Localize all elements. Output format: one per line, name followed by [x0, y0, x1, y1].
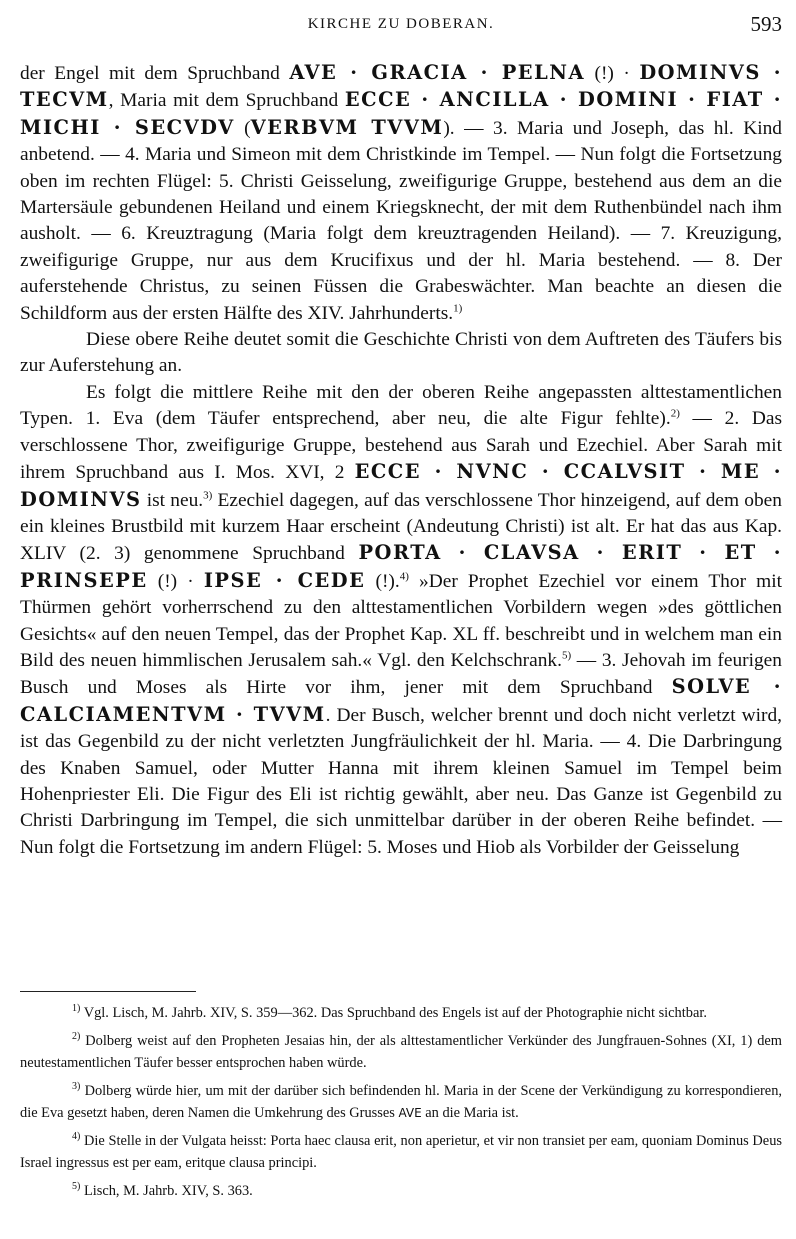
footnote-1 [20, 1002, 782, 1024]
footnote-text: Vgl. Lisch, M. Jahrb. XIV, S. 359—362. Das Spruchband des Engels ist auf der Photographie nicht sichtbar. [83, 1005, 707, 1021]
footnote-mark: 4) [72, 1131, 81, 1143]
text-run: Ezechiel dagegen, auf das verschlossene Thor hinzeigend, auf dem oben ein kleines Brustbild mit kurzem Haar erscheint (Andeutung Christi) ist alt. Er hat das aus Kap. XLIV (2. 3) genommene Spruchband [20, 489, 782, 565]
text-run: ist neu. [141, 489, 204, 511]
footnote-ref-1[interactable]: 1) [453, 302, 463, 315]
footnote-ref-3[interactable]: 3) [203, 489, 213, 502]
running-title: KIRCHE ZU DOBERAN. [307, 16, 495, 32]
inscription-ecce-nunc: ECCE · NVNC · CCALVSIT · ME · DOMINVS [20, 460, 782, 511]
footnote-text: Dolberg weist auf den Propheten Jesaias hin, der als alttestamentlicher Verkünder des Jungfrauen-Sohnes (XI, 1) dem neutestamentlichen Täufer besser entsprochen haben würde. [20, 1033, 782, 1071]
paragraph-3 [20, 380, 782, 861]
text-run: — 2. Das verschlossene Thor, zweifigurige Gruppe, bestehend aus Sarah und Ezechiel. Aber Sarah mit ihrem Spruchband aus I. Mos. XVI, 2 [20, 408, 782, 484]
main-text [20, 60, 782, 861]
text-run: (!) · [147, 570, 204, 592]
inscription-ipse-cede: IPSE · CEDE [203, 568, 366, 592]
book-page [20, 0, 782, 1239]
footnote-mark: 3) [72, 1081, 81, 1093]
footnote-ref-4[interactable]: 4) [399, 570, 409, 583]
running-head [20, 12, 782, 40]
inscription-solve: SOLVE · CALCIAMENTVM · TVVM [20, 675, 782, 726]
footnotes [20, 1002, 782, 1208]
footnote-text: an die Maria ist. [421, 1105, 519, 1121]
paragraph-1 [20, 60, 782, 327]
footnote-mark: 1) [72, 1003, 81, 1015]
paragraph-2: Diese obere Reihe deutet somit die Geschichte Christi von dem Auftreten des Täufers bis zur Auferstehung an. [20, 329, 782, 377]
text-run: , Maria mit dem Spruchband [108, 90, 345, 112]
text-run: der Engel mit dem Spruchband [20, 63, 290, 84]
footnote-5 [20, 1180, 782, 1202]
text-run: »Der Prophet Ezechiel vor einem Thor mit Thürmen gehört vorherrschend zu den alttestamentlichen Vorbildern wegen »des göttlichen Gesichts« auf den neuen Tempel, das der Prophet Kap. XL ff. beschreibt und in welchem man ein Bild des neuen himmlischen Jerusalem sah.« Vgl. den Kelchschrank. [20, 570, 782, 671]
footnote-word-ave: AVE [398, 1106, 422, 1120]
footnote-ref-5[interactable]: 5) [561, 649, 572, 662]
inscription-porta-clausa: PORTA · CLAVSA · ERIT · ET · PRINSEPE [20, 541, 782, 592]
text-run: . Der Busch, welcher brennt und doch nicht verletzt wird, ist das Gegenbild zu der nicht verletzten Jungfräulichkeit der hl. Maria. — 4. Die Darbringung des Knaben Samuel, oder Mutter Hanna mit ihrem kleinen Samuel im Tempel beim Hohenpriester Eli. Die Figur des Eli ist richtig gewählt, aber neu. Das Ganze ist Gegenbild zu Christi Darbringung im Tempel, die sich unmittelbar darüber in der oberen Reihe befindet. — Nun folgt die Fortsetzung im andern Flügel: 5. Moses und Hiob als Vorbilder der Geisselung [20, 704, 782, 858]
footnote-3 [20, 1080, 782, 1124]
text-run: (!) · [584, 63, 640, 84]
footnote-4 [20, 1130, 782, 1174]
footnote-text: Dolberg würde hier, um mit der darüber sich befindenden hl. Maria in der Scene der Verkündigung zu korrespondieren, die Eva gesetzt haben, deren Namen die Umkehrung des Grusses [20, 1083, 782, 1121]
footnote-text: Die Stelle in der Vulgata heisst: Porta haec clausa erit, non aperietur, et vir non transiet per eam, quoniam Dominus Deus Israel ingressus est per eam, eritque clausa principi. [20, 1133, 782, 1171]
text-run: (!). [365, 570, 400, 592]
footnote-2 [20, 1030, 782, 1074]
footnote-mark: 2) [72, 1031, 81, 1043]
text-run: ( [234, 117, 251, 139]
text-run: ). — 3. Maria und Joseph, das hl. Kind anbetend. — 4. Maria und Simeon mit dem Christkinde im Tempel. — Nun folgt die Fortsetzung oben im rechten Flügel: 5. Christi Geisselung, zweifigurige Gruppe, bestehend aus dem an die Martersäule gebundenen Heiland und einem Kriegsknecht, der mit dem Ruthenbündel nach ihm ausholt. — 6. Kreuztragung (Maria folgt dem kreuztragenden Heiland). — 7. Kreuzigung, zweifigurige Gruppe, nur aus dem Krucifixus und der hl. Maria bestehend. — 8. Der auferstehende Christus, zu seinen Füssen die Grabeswächter. Man beachte an diesen die Schildform aus der ersten Hälfte des XIV. Jahrhunderts. [20, 117, 783, 324]
footnote-ref-2[interactable]: 2) [670, 407, 680, 420]
text-run: Es folgt die mittlere Reihe mit den der oberen Reihe angepassten alttestamentlichen Typen. 1. Eva (dem Täufer entsprechend, aber neu, die alte Figur fehlte). [20, 381, 782, 430]
inscription-dominus-tecum: DOMINVS · TECVM [20, 61, 782, 112]
footnote-mark: 5) [72, 1181, 81, 1193]
inscription-ave-gracia: AVE · GRACIA · PELNA [289, 61, 585, 84]
footnote-text: Lisch, M. Jahrb. XIV, S. 363. [83, 1183, 253, 1199]
text-run: — 3. Jehovah im feurigen Busch und Moses als Hirte vor ihm, jener mit dem Spruchband [20, 649, 782, 699]
inscription-verbum-tuum: VERBVM TVVM [250, 115, 444, 139]
page-number: 593 [750, 12, 782, 36]
inscription-ecce-ancilla: ECCE · ANCILLA · DOMINI · FIAT · MICHI · SECVDV [20, 88, 782, 139]
footnote-divider [20, 991, 196, 992]
